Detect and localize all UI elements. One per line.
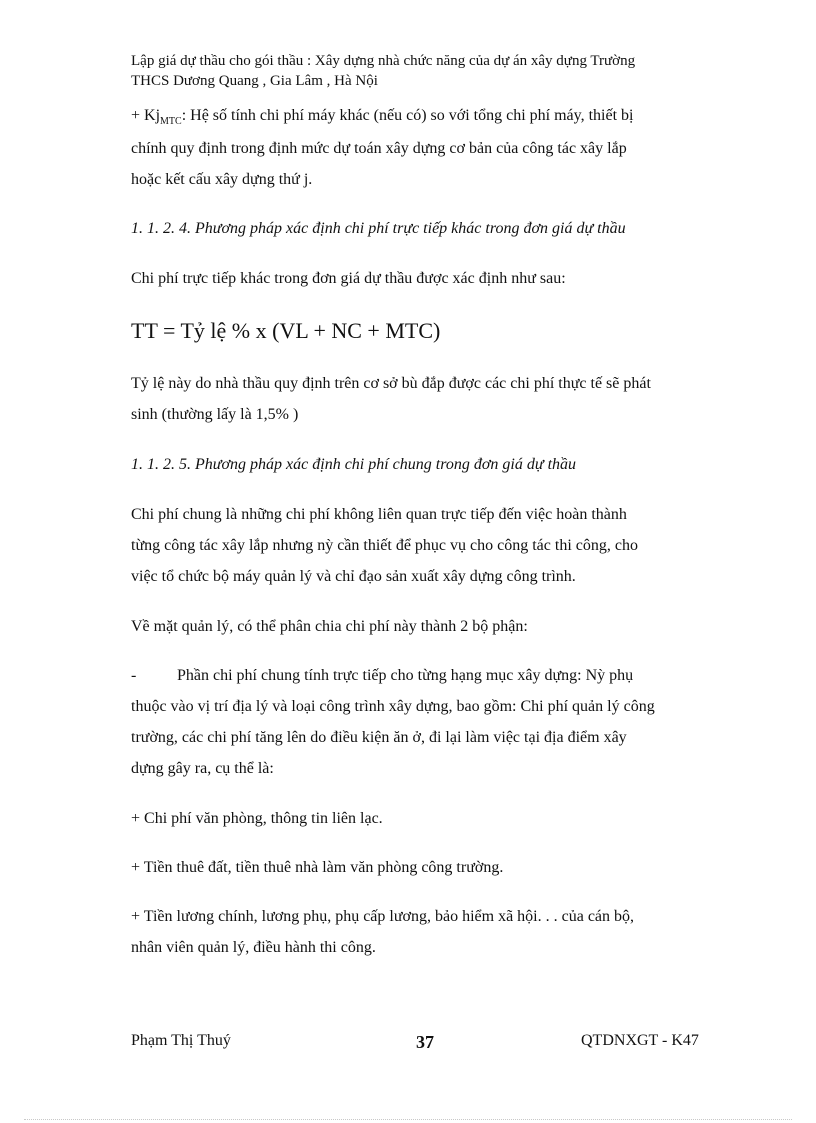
rate-line-2: sinh (thường lấy là 1,5% ): [131, 406, 299, 423]
plus-item-rent: + Tiền thuê đất, tiền thuê nhà làm văn phòng công trường.: [131, 859, 504, 876]
management-split-text: Về mặt quản lý, có thể phân chia chi phí này thành 2 bộ phận:: [131, 618, 528, 635]
kj-definition-line-3: hoặc kết cấu xây dựng thứ j.: [131, 171, 313, 188]
kj-line-1-text: : Hệ số tính chi phí máy khác (nếu có) so với tổng chi phí máy, thiết bị: [181, 107, 634, 124]
kj-symbol: + Kj: [131, 107, 161, 124]
plus-item-office: + Chi phí văn phòng, thông tin liên lạc.: [131, 810, 383, 827]
header-line-2: THCS Dương Quang , Gia Lâm , Hà Nội: [131, 73, 378, 89]
list-dash: -: [131, 667, 137, 684]
kj-definition-line-1: [131, 107, 633, 127]
general-cost-line-1: Chi phí chung là những chi phí không liên quan trực tiếp đến việc hoàn thành: [131, 506, 627, 523]
page-bottom-divider: [24, 1119, 792, 1120]
footer-code: QTDNXGT - K47: [581, 1032, 699, 1049]
dash-item-line-1-text: Phần chi phí chung tính trực tiếp cho từng hạng mục xây dựng: Nỳ phụ: [177, 667, 634, 684]
header-line-1: Lập giá dự thầu cho gói thầu : Xây dựng nhà chức năng của dự án xây dựng Trường: [131, 53, 636, 69]
general-cost-line-3: việc tổ chức bộ máy quản lý và chỉ đạo sản xuất xây dựng công trình.: [131, 568, 576, 585]
page-number: 37: [416, 1032, 434, 1052]
plus-item-salary-line-1: + Tiền lương chính, lương phụ, phụ cấp lương, bảo hiểm xã hội. . . của cán bộ,: [131, 908, 635, 925]
tt-formula: TT = Tỷ lệ % x (VL + NC + MTC): [131, 318, 441, 343]
running-header: [131, 51, 691, 91]
plus-item-salary-line-2: nhân viên quản lý, điều hành thi công.: [131, 939, 376, 956]
section-heading-1-1-2-4: 1. 1. 2. 4. Phương pháp xác định chi phí trực tiếp khác trong đơn giá dự thầu: [131, 220, 626, 237]
tt-intro-text: Chi phí trực tiếp khác trong đơn giá dự thầu được xác định như sau:: [131, 270, 566, 287]
rate-line-1: Tỷ lệ này do nhà thầu quy định trên cơ sở bù đắp được các chi phí thực tế sẽ phát: [131, 375, 651, 392]
footer-author: Phạm Thị Thuý: [131, 1032, 231, 1049]
kj-subscript: MTC: [160, 116, 182, 128]
dash-item-line-3: trường, các chi phí tăng lên do điều kiện ăn ở, đi lại làm việc tại địa điểm xây: [131, 729, 627, 746]
dash-item-line-2: thuộc vào vị trí địa lý và loại công trình xây dựng, bao gồm: Chi phí quản lý công: [131, 698, 655, 715]
kj-definition-line-2: chính quy định trong định mức dự toán xây dựng cơ bản của công tác xây lắp: [131, 140, 627, 157]
section-heading-1-1-2-5: 1. 1. 2. 5. Phương pháp xác định chi phí chung trong đơn giá dự thầu: [131, 456, 577, 473]
dash-item-line-1: [131, 667, 633, 685]
general-cost-line-2: từng công tác xây lắp nhưng nỳ cần thiết để phục vụ cho công tác thi công, cho: [131, 537, 638, 554]
dash-item-line-4: dựng gây ra, cụ thể là:: [131, 760, 274, 777]
